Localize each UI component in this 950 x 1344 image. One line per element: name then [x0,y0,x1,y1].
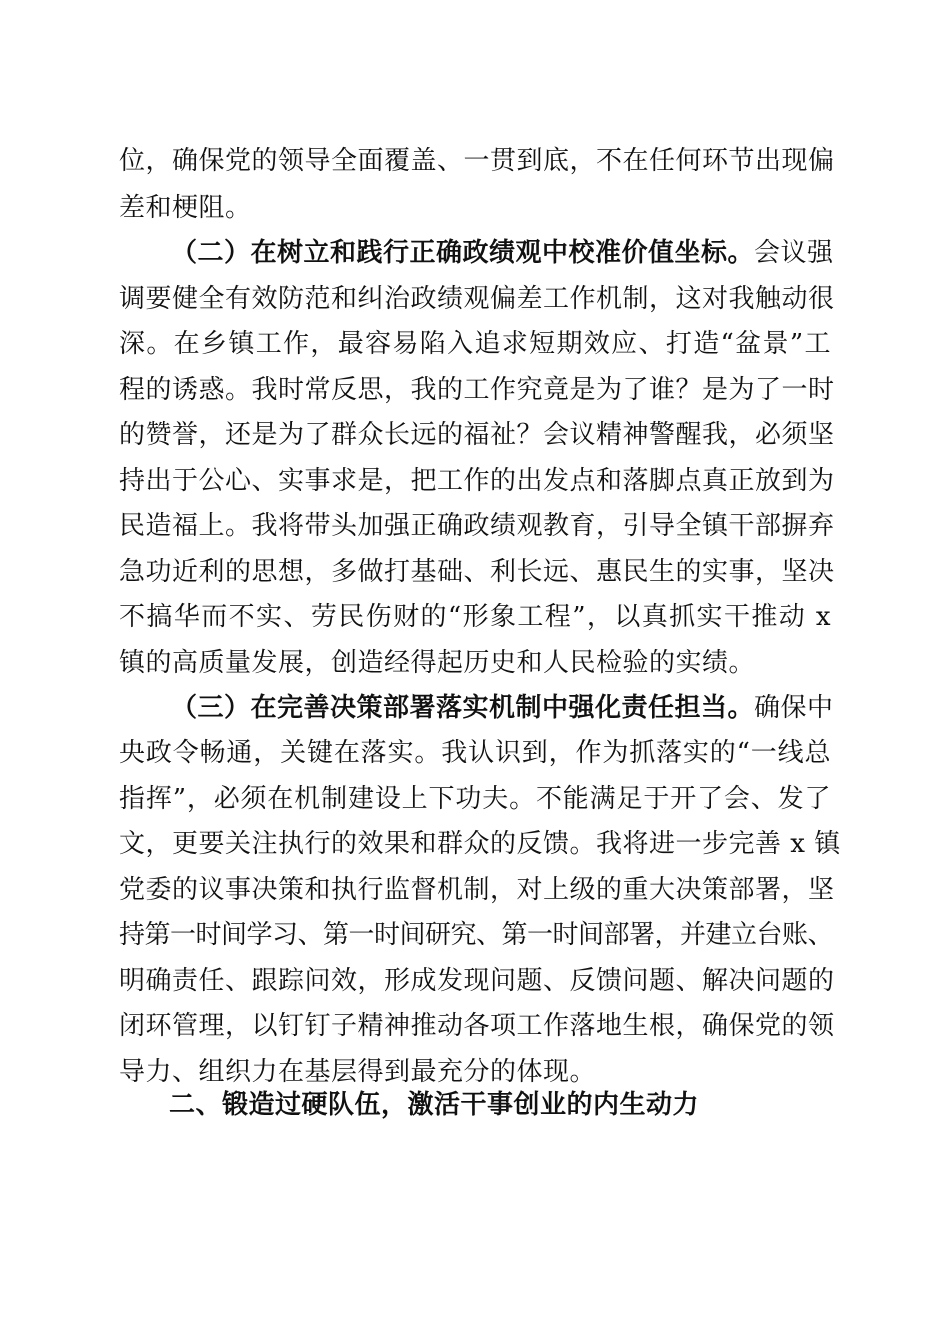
text-line: 深。在乡镇工作，最容易陷入追求短期效应、打造“盆景”工 [119,329,831,359]
text-line: 位，确保党的领导全面覆盖、一贯到底，不在任何环节出现偏 [119,146,835,176]
section-three-first-line-rest: 确保中 [754,693,834,723]
text-line: 持出于公心、实事求是，把工作的出发点和落脚点真正放到为 [119,466,835,496]
text-line: 导力、组织力在基层得到最充分的体现。 [119,1057,597,1087]
text-line: 党委的议事决策和执行监督机制，对上级的重大决策部署，坚 [119,875,835,905]
text-line: 差和梗阻。 [119,193,252,223]
paragraph-first-line [171,688,834,728]
section-two-first-line-rest: 会议强 [754,238,834,268]
text-line: 明确责任、跟踪问效，形成发现问题、反馈问题、解决问题的 [119,966,835,996]
paragraph-first-line [171,233,834,273]
section-three-title: （三）在完善决策部署落实机制中强化责任担当。 [171,693,755,723]
text-line: 急功近利的思想，多做打基础、利长远、惠民生的实事，坚决 [119,557,835,587]
section-heading: 二、锻造过硬队伍，激活干事创业的内生动力 [169,1090,700,1120]
text-line: 不搞华而不实、劳民伤财的“形象工程”，以真抓实干推动 x [119,602,831,632]
text-line: 持第一时间学习、第一时间研究、第一时间部署，并建立台账、 [119,920,834,950]
text-line: 程的诱惑。我时常反思，我的工作究竟是为了谁？是为了一时 [119,375,835,405]
section-two-title: （二）在树立和践行正确政绩观中校准价值坐标。 [171,238,755,268]
text-line: 文，更要关注执行的效果和群众的反馈。我将进一步完善 x 镇 [119,829,841,859]
text-line: 指挥”，必须在机制建设上下功夫。不能满足于开了会、发了 [119,784,831,814]
text-line: 镇的高质量发展，创造经得起历史和人民检验的实绩。 [119,648,756,678]
text-line: 调要健全有效防范和纠治政绩观偏差工作机制，这对我触动很 [119,284,835,314]
text-line: 民造福上。我将带头加强正确政绩观教育，引导全镇干部摒弃 [119,511,835,541]
text-line: 的赞誉，还是为了群众长远的福祉？会议精神警醒我，必须坚 [119,420,835,450]
text-line: 央政令畅通，关键在落实。我认识到，作为抓落实的“一线总 [119,738,831,768]
text-line: 闭环管理，以钉钉子精神推动各项工作落地生根，确保党的领 [119,1011,835,1041]
